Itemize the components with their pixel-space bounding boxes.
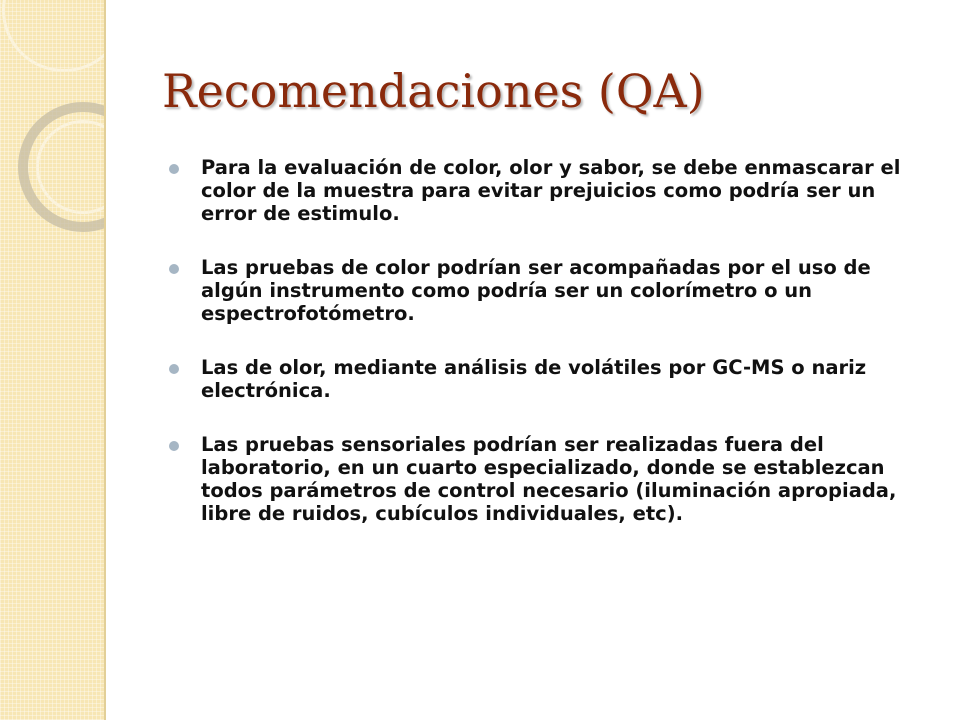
- bullet-text: Las pruebas sensoriales podrían ser realizadas fuera del laboratorio, en un cuarto especializado, donde se establezcan todos parámetros de control necesario (iluminación apropiada, libre de ruidos, cubículos individuales, etc).: [201, 433, 897, 525]
- bullet-item: [164, 356, 924, 402]
- slide-title: Recomendaciones (QA): [162, 64, 705, 118]
- bullet-item: [164, 156, 924, 225]
- circle-bullet-icon: [169, 441, 179, 451]
- bullet-text: Las pruebas de color podrían ser acompañadas por el uso de algún instrumento como podría ser un colorímetro o un espectrofotómetro.: [201, 256, 871, 325]
- sidebar-divider: [104, 0, 106, 720]
- bullet-text: Para la evaluación de color, olor y sabor, se debe enmascarar el color de la muestra para evitar prejuicios como podría ser un error de estimulo.: [201, 156, 901, 225]
- bullet-list: [164, 156, 924, 556]
- circle-bullet-icon: [169, 164, 179, 174]
- circle-bullet-icon: [169, 364, 179, 374]
- bullet-item: [164, 433, 924, 525]
- bullet-text: Las de olor, mediante análisis de volátiles por GC-MS o nariz electrónica.: [201, 356, 867, 402]
- decorative-sidebar: [0, 0, 106, 720]
- circle-bullet-icon: [169, 264, 179, 274]
- decorative-ring-icon: [2, 0, 106, 72]
- bullet-item: [164, 256, 924, 325]
